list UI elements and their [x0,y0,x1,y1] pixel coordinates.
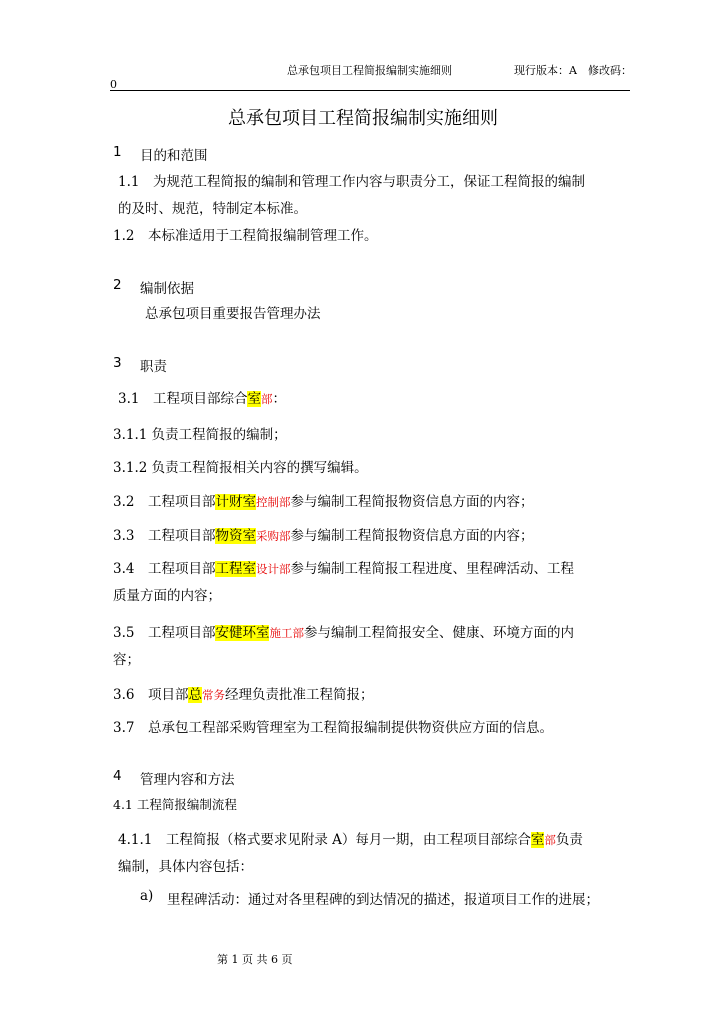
para-3-1-2: 3.1.2 负责工程简报相关内容的撰写编辑。 [113,460,368,476]
para-3-5-prefix: 3.5 工程项目部 [113,625,216,641]
para-3-1-suffix: ： [272,391,286,407]
subsection-4-1: 4.1 工程简报编制流程 [113,797,237,812]
section-4-number: 4 [113,768,122,784]
para-3-4-suffix: 参与编制工程简报工程进度、里程碑活动、工程 [290,561,574,577]
para-3-6-suffix: 经理负责批准工程简报； [224,687,374,703]
para-3-1 [118,387,286,407]
para-3-4-highlight: 工程室 [215,561,256,577]
para-3-2-highlight: 计财室 [215,494,256,510]
para-3-4-line2: 质量方面的内容； [113,588,221,604]
header-rule [110,90,630,91]
list-item-a-label: a) [140,888,154,904]
para-3-3 [113,524,533,544]
page-footer: 第 1 页 共 6 页 [217,953,293,966]
para-3-1-prefix: 3.1 工程项目部综合 [118,391,248,407]
para-3-4 [113,557,574,577]
para-3-3-revision: 采购部 [255,529,291,543]
para-4-1-1 [118,828,583,848]
para-4-1-1-suffix: 负责 [555,832,583,848]
para-1-1-line1: 1.1 为规范工程简报的编制和管理工作内容与职责分工，保证工程简报的编制 [118,174,585,190]
para-1-2: 1.2 本标准适用于工程简报编制管理工作。 [113,228,378,244]
header-doc-title: 总承包项目工程简报编制实施细则 [287,64,452,77]
section-2-heading: 编制依据 [140,281,194,297]
para-3-7: 3.7 总承包工程部采购管理室为工程简报编制提供物资供应方面的信息。 [113,720,553,736]
para-3-4-prefix: 3.4 工程项目部 [113,561,216,577]
basis-document: 总承包项目重要报告管理办法 [145,306,321,322]
para-3-6-revision: 常务 [201,688,225,702]
section-3-number: 3 [113,355,122,371]
para-3-5 [113,621,574,641]
para-3-3-prefix: 3.3 工程项目部 [113,528,216,544]
para-3-1-highlight: 室 [247,391,261,407]
para-3-2-suffix: 参与编制工程简报物资信息方面的内容； [290,494,534,510]
para-3-5-highlight: 安健环室 [215,625,270,641]
para-3-5-revision: 施工部 [269,626,304,640]
section-1-heading: 目的和范围 [140,148,208,164]
header-page-number: 0 [110,78,117,91]
para-3-3-suffix: 参与编制工程简报物资信息方面的内容； [290,528,534,544]
para-3-5-suffix: 参与编制工程简报安全、健康、环境方面的内 [303,625,574,641]
para-3-5-line2: 容； [113,652,140,668]
para-3-6 [113,683,373,703]
para-3-6-prefix: 3.6 项目部 [113,687,189,703]
para-3-6-highlight: 总 [188,687,202,703]
para-3-2-revision: 控制部 [255,495,291,509]
para-3-2-prefix: 3.2 工程项目部 [113,494,216,510]
para-3-3-highlight: 物资室 [215,528,256,544]
section-3-heading: 职责 [140,359,167,375]
section-4-heading: 管理内容和方法 [140,772,235,788]
para-3-2 [113,490,533,510]
para-4-1-1-line2: 编制，具体内容包括： [118,859,253,875]
para-4-1-1-highlight: 室 [530,832,545,848]
para-4-1-1-prefix: 4.1.1 工程简报（格式要求见附录 A）每月一期，由工程项目部综合 [118,832,531,848]
section-1-number: 1 [113,144,122,160]
para-3-1-1: 3.1.1 负责工程简报的编制； [113,427,287,443]
para-3-4-revision: 设计部 [255,562,291,576]
section-2-number: 2 [113,277,122,293]
document-title: 总承包项目工程简报编制实施细则 [228,108,498,129]
para-4-1-1-revision: 部 [544,833,556,847]
para-3-1-revision: 部 [260,392,273,406]
para-1-1-line2: 的及时、规范，特制定本标准。 [118,201,307,217]
header-version: 现行版本：A 修改码： [514,64,632,77]
list-item-a-text: 里程碑活动：通过对各里程碑的到达情况的描述，报道项目工作的进展； [167,892,599,908]
